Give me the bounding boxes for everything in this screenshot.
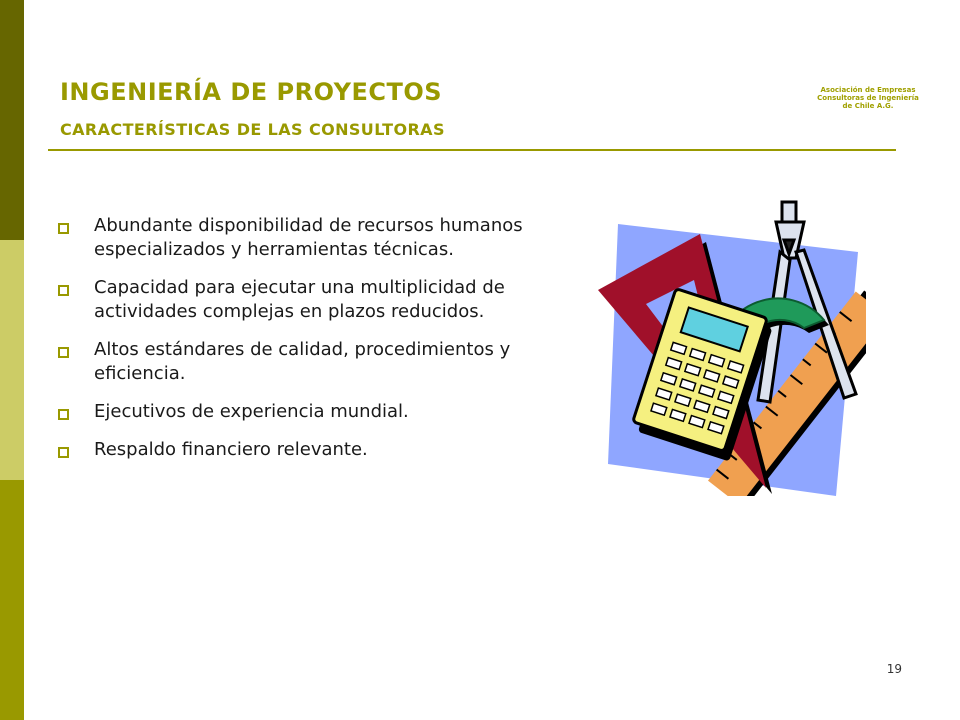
bullet-list (56, 214, 556, 476)
square-bullet-icon (58, 409, 69, 420)
sidebar-segment-middle (0, 240, 24, 480)
bullet-text: Respaldo financiero relevante. (94, 439, 368, 460)
bullet-item (56, 214, 556, 262)
bullet-item (56, 438, 556, 462)
page-number: 19 (886, 662, 902, 676)
square-bullet-icon (58, 223, 69, 234)
sidebar-segment-bottom (0, 480, 24, 720)
slide-title: INGENIERÍA DE PROYECTOS (60, 78, 443, 106)
title-divider (48, 149, 896, 151)
slide-subtitle: CARACTERÍSTICAS DE LAS CONSULTORAS (60, 120, 445, 139)
square-bullet-icon (58, 347, 69, 358)
sidebar-segment-top (0, 0, 24, 240)
bullet-item (56, 276, 556, 324)
square-bullet-icon (58, 285, 69, 296)
bullet-item (56, 400, 556, 424)
bullet-item (56, 338, 556, 386)
sidebar-decoration (0, 0, 24, 720)
association-line-3: de Chile A.G. (842, 102, 894, 110)
association-logo-text (800, 86, 936, 110)
square-bullet-icon (58, 447, 69, 458)
bullet-text: Abundante disponibilidad de recursos humanos especializados y herramientas técnicas. (94, 215, 523, 260)
bullet-text: Ejecutivos de experiencia mundial. (94, 401, 409, 422)
association-line-1: Asociación de Empresas (820, 86, 916, 94)
association-line-2: Consultoras de Ingeniería (817, 94, 919, 102)
drafting-tools-icon (590, 200, 866, 496)
bullet-text: Altos estándares de calidad, procedimientos y eficiencia. (94, 339, 511, 384)
bullet-text: Capacidad para ejecutar una multiplicidad de actividades complejas en plazos reducidos. (94, 277, 505, 322)
